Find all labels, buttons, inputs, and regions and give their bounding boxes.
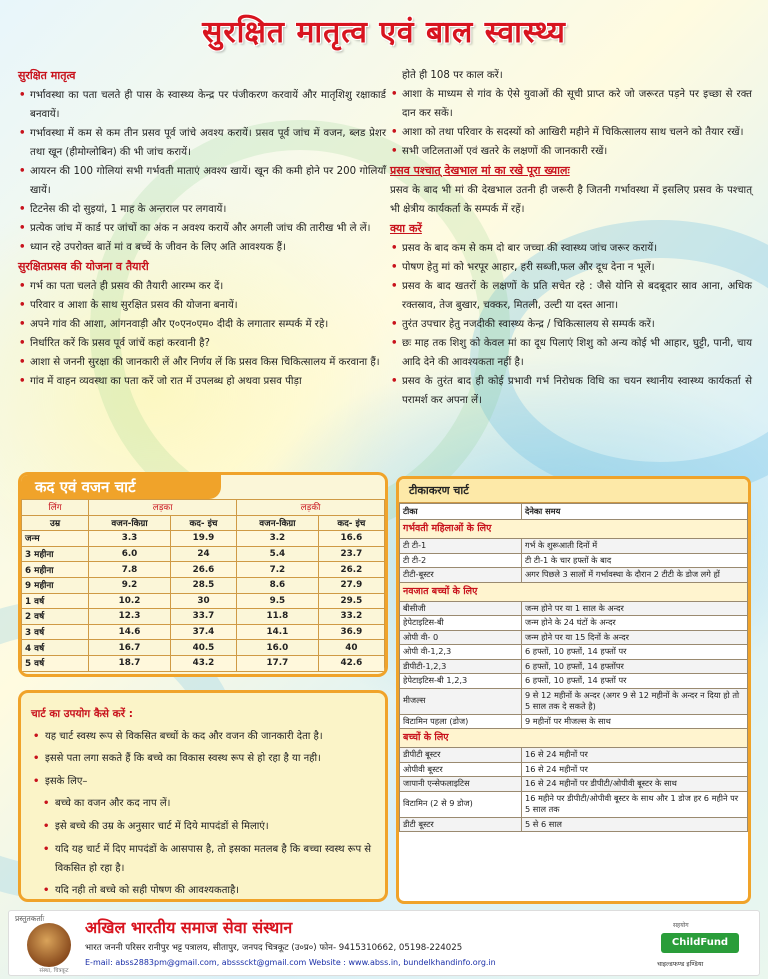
table-row [400, 601, 748, 616]
table-row [22, 624, 385, 640]
table-row [400, 777, 748, 792]
boy-weight-cell: 18.7 [89, 655, 171, 671]
vaccine-cell: डीपीटी-1,2,3 [400, 659, 522, 674]
page-title: सुरक्षित मातृत्व एवं बाल स्वास्थ्य [202, 15, 566, 50]
table-row [400, 645, 748, 660]
vaccine-cell: मीजल्स [400, 688, 522, 714]
height-weight-chart [18, 472, 388, 677]
list-item: • इसे बच्चे की उम्र के अनुसार चार्ट में दिये मापदंडों से मिलाएं। [31, 816, 375, 839]
list-item: • ध्यान रहे उपरोक्त बातें मां व बच्चें के जीवन के लिए अति आवश्यक हैं। [18, 238, 386, 257]
continued-text: होते ही 108 पर काल करें। [402, 70, 503, 81]
footer [8, 910, 760, 976]
chart-title: कद एवं वजन चार्ट [21, 475, 221, 499]
table-row [400, 553, 748, 568]
boy-weight-cell: 12.3 [89, 609, 171, 625]
height-header: कद- इंच [170, 515, 236, 531]
age-cell: 3 वर्ष [22, 624, 89, 640]
schedule-cell: 16 से 24 महीनों पर [522, 762, 748, 777]
vaccine-cell: ओपी वी- 0 [400, 630, 522, 645]
section-heading: नवजात बच्चों के लिए [400, 582, 748, 601]
vaccine-cell: टीटी-बूस्टर [400, 568, 522, 583]
contact-links: E-mail: abss2883pm@gmail.com, absssckt@gmail.com Website : www.abss.in, bundelkhandinfo.org.in [85, 958, 496, 967]
girl-weight-cell: 9.5 [237, 593, 319, 609]
table-row [400, 630, 748, 645]
girl-height-cell: 33.2 [318, 609, 384, 625]
girl-height-cell: 40 [318, 640, 384, 656]
list-item: • टिटनेस की दो सुइयां, 1 माह के अन्तराल पर लगवायें। [18, 200, 386, 219]
list-item: • आशा को तथा परिवार के सदस्यों को आखिरी महीने में चिकित्सालय साथ चलने को तैयार रखें। [390, 123, 752, 142]
schedule-cell: टी टी-1 के चार हफ्तों के बाद [522, 553, 748, 568]
support-caption: चाइल्डफण्ड इण्डिया [657, 960, 704, 968]
table-row [400, 674, 748, 689]
vaccine-cell: हेपेटाइटिस-बी [400, 616, 522, 631]
vaccine-cell: विटामिन पहला (डोज) [400, 714, 522, 729]
age-cell: 5 वर्ष [22, 655, 89, 671]
schedule-cell: 16 महीने पर डीपीटी/ओपीवी बूस्टर के साथ और 1 डोज हर 6 महीने पर 5 साल तक [522, 791, 748, 817]
schedule-cell: जन्म होने के 24 घंटों के अन्दर [522, 616, 748, 631]
list-item: • पोषण हेतु मां को भरपूर आहार, हरी सब्जी,फल और दूध देना न भूलें। [390, 258, 752, 277]
girl-weight-cell: 17.7 [237, 655, 319, 671]
vaccine-cell: डीपीटी बूस्टर [400, 748, 522, 763]
left-column [18, 66, 386, 391]
table-row [400, 568, 748, 583]
list-item: • निर्धारित करें कि प्रसव पूर्व जांचें कहां करवानी है? [18, 334, 386, 353]
height-header: कद- इंच [318, 515, 384, 531]
table-row [400, 616, 748, 631]
section-row [400, 520, 748, 539]
girl-weight-cell: 14.1 [237, 624, 319, 640]
list-item: • इसके लिए– [31, 771, 375, 794]
girl-weight-cell: 3.2 [237, 531, 319, 547]
boy-weight-cell: 7.8 [89, 562, 171, 578]
boy-height-cell: 24 [170, 546, 236, 562]
list-item: • परिवार व आशा के साथ सुरक्षित प्रसव की योजना बनायें। [18, 296, 386, 315]
table-row [22, 531, 385, 547]
table-row [400, 688, 748, 714]
section-heading: क्या करें [390, 222, 422, 235]
schedule-cell: 5 से 6 साल [522, 817, 748, 832]
weight-header: वजन-किग्रा [237, 515, 319, 531]
list-item: • गांव में वाहन व्यवस्था का पता करें जो रात में उपलब्ध हो अथवा प्रसव पीड़ा [18, 372, 386, 391]
girl-height-cell: 29.5 [318, 593, 384, 609]
list-item: • आयरन की 100 गोलियां सभी गर्भवती माताएं अवश्य खायें। खून की कमी होने पर 200 गोलियाँ खायें। [18, 162, 386, 200]
vaccination-chart [396, 476, 751, 904]
age-cell: जन्म [22, 531, 89, 547]
section-heading: बच्चों के लिए [400, 729, 748, 748]
table-row [400, 817, 748, 832]
list-item: • अपने गांव की आशा, आंगनवाड़ी और ए०एन०एम० दीदी के लगातार सम्पर्क में रहे। [18, 315, 386, 334]
schedule-cell: 6 हफ्तों, 10 हफ्तों, 14 हफ्तोंपर [522, 659, 748, 674]
chart-title: टीकाकरण चार्ट [399, 479, 748, 503]
table-header-row [400, 504, 748, 520]
age-header: उम्र [22, 515, 89, 531]
boy-weight-cell: 16.7 [89, 640, 171, 656]
vaccine-cell: हेपेटाइटिस-बी 1,2,3 [400, 674, 522, 689]
section-heading: गर्भवती महिलाओं के लिए [400, 520, 748, 539]
list-item: • प्रसव के बाद खतरों के लक्षणों के प्रति सचेत रहे : जैसे योनि से बदबूदार स्राव आना, अधिक रक्तस्राव, तेज बुखार, चक्कर, मितली, उल्टी या दस्त आना। [390, 277, 752, 315]
girl-height-cell: 42.6 [318, 655, 384, 671]
organization-logo-icon [27, 923, 71, 967]
section-heading: सुरक्षित मातृत्व [18, 69, 76, 82]
schedule-cell: 9 से 12 महीनों के अन्दर (अगर 9 से 12 महीनों के अन्दर न दिया हो तो 5 साल तक दे सकते है) [522, 688, 748, 714]
vaccine-cell: जापानी एन्सेफलाइटिस [400, 777, 522, 792]
list-item: • यदि नही तो बच्चे को सही पोषण की आवश्यकताहै। [31, 880, 375, 903]
address: भारत जननी परिसर रानीपुर भट्ट पत्रालय, सीतापुर, जनपद चित्रकूट (उ०प्र०) फोन- 9415310662, 05198-224025 [85, 943, 463, 953]
schedule-cell: गर्भ के शुरूआती दिनों में [522, 539, 748, 554]
table-row [22, 640, 385, 656]
paragraph: प्रसव के बाद भी मां की देखभाल उतनी ही जरूरी है जितनी गर्भावस्था में इसलिए प्रसव के पश्चात् भी क्षेत्रीय कार्यकर्ता के सम्पर्क में रहें। [390, 185, 752, 215]
boy-weight-cell: 6.0 [89, 546, 171, 562]
list-item: • आशा के माध्यम से गांव के ऐसे युवाओं की सूची प्राप्त करे जो जरूरत पड़ने पर इच्छा से रक्त दान कर सकें। [390, 85, 752, 123]
organization-name: अखिल भारतीय समाज सेवा संस्थान [85, 918, 293, 937]
girl-weight-cell: 7.2 [237, 562, 319, 578]
table-row [22, 593, 385, 609]
schedule-cell: 6 हफ्तों, 10 हफ्तों, 14 हफ्तों पर [522, 674, 748, 689]
age-cell: 1 वर्ष [22, 593, 89, 609]
section-row [400, 729, 748, 748]
schedule-cell: 9 महीनों पर मीजल्स के साथ [522, 714, 748, 729]
girl-height-cell: 16.6 [318, 531, 384, 547]
table-row [22, 655, 385, 671]
list-item: • सभी जटिलताओं एवं खतरे के लक्षणों की जानकारी रखें। [390, 142, 752, 161]
boy-weight-cell: 14.6 [89, 624, 171, 640]
girl-weight-cell: 16.0 [237, 640, 319, 656]
boy-height-cell: 43.2 [170, 655, 236, 671]
table-row [400, 539, 748, 554]
age-cell: 4 वर्ष [22, 640, 89, 656]
list-item: • यह चार्ट स्वस्थ रूप से विकसित बच्चों के कद और वजन की जानकारी देता है। [31, 726, 375, 749]
schedule-cell: अगर पिछले 3 सालों में गर्भावस्था के दौरान 2 टीटी के डोज लगे हों [522, 568, 748, 583]
age-cell: 2 वर्ष [22, 609, 89, 625]
vaccine-cell: टी टी-2 [400, 553, 522, 568]
table-row [22, 609, 385, 625]
table-row [400, 659, 748, 674]
section-heading: सुरक्षितप्रसव की योजना व तैयारी [18, 260, 149, 273]
list-item: • तुरंत उपचार हेतु नजदीकी स्वास्थ्य केन्द्र / चिकित्सालय से सम्पर्क करें। [390, 315, 752, 334]
schedule-cell: जन्म होने पर या 1 साल के अन्दर [522, 601, 748, 616]
table-row [400, 791, 748, 817]
list-item: • प्रसव के बाद कम से कम दो बार जच्चा की स्वास्थ्य जांच जरूर करायें। [390, 239, 752, 258]
vaccine-cell: विटामिन (2 से 9 डोज) [400, 791, 522, 817]
time-header: देनेका समय [522, 504, 748, 520]
table-row [400, 762, 748, 777]
section-row [400, 582, 748, 601]
gender-header: लिंग [22, 500, 89, 516]
right-column [390, 66, 752, 410]
vaccine-cell: टी टी-1 [400, 539, 522, 554]
boy-height-cell: 37.4 [170, 624, 236, 640]
list-item: • गर्भावस्था में कम से कम तीन प्रसव पूर्व जांचे अवश्य करायें। प्रसव पूर्व जांच में वजन, ब्लड प्रेशर तथा खून (हीमोग्लोबिन) की भी जांच करायें। [18, 124, 386, 162]
list-item: • प्रत्येक जांच में कार्ड पर जांचों का अंक न अवश्य करायें और अगली जांच की तारीख भी ले लें। [18, 219, 386, 238]
girl-weight-cell: 11.8 [237, 609, 319, 625]
usage-title: चार्ट का उपयोग कैसे करें : [31, 708, 133, 720]
table-row [22, 562, 385, 578]
boy-height-cell: 33.7 [170, 609, 236, 625]
boy-height-cell: 28.5 [170, 577, 236, 593]
table-row [400, 748, 748, 763]
girl-height-cell: 27.9 [318, 577, 384, 593]
vaccine-cell: बीसीजी [400, 601, 522, 616]
table-row [400, 714, 748, 729]
girl-height-cell: 36.9 [318, 624, 384, 640]
girl-height-cell: 23.7 [318, 546, 384, 562]
section-heading: प्रसव पश्चात् देखभाल मां का रखे पूरा ख्यालः [390, 164, 570, 177]
list-item: • बच्चे का वजन और कद नाप लें। [31, 793, 375, 816]
list-item: • आशा से जननी सुरक्षा की जानकारी लें और निर्णय लें कि प्रसव किस चिकित्सालय में करवाना हैं। [18, 353, 386, 372]
list-item: • इससे पता लगा सकते हैं कि बच्चे का विकास स्वस्थ रूप से हो रहा है या नही। [31, 748, 375, 771]
schedule-cell: 6 हफ्तों, 10 हफ्तों, 14 हफ्तों पर [522, 645, 748, 660]
girl-weight-cell: 8.6 [237, 577, 319, 593]
height-weight-table [21, 499, 385, 672]
list-item: • गर्भ का पता चलते ही प्रसव की तैयारी आरम्भ कर दें। [18, 277, 386, 296]
boy-height-cell: 40.5 [170, 640, 236, 656]
boy-header: लड़का [89, 500, 237, 516]
schedule-cell: 16 से 24 महीनों पर डीपीटी/ओपीवी बूस्टर के साथ [522, 777, 748, 792]
vaccine-cell: ओपी वी-1,2,3 [400, 645, 522, 660]
list-item: • छः माह तक शिशु को केवल मां का दूध पिलाएं शिशु को अन्य कोई भी आहार, घुट्टी, पानी, चाय आदि देने की आवश्यकता नहीं है। [390, 334, 752, 372]
table-header-row [22, 500, 385, 516]
vaccine-header: टीका [400, 504, 522, 520]
childfund-logo: ChildFund [661, 933, 739, 953]
schedule-cell: 16 से 24 महीनों पर [522, 748, 748, 763]
list-item: • यदि यह चार्ट में दिए मापदंडों के आसपास है, तो इसका मतलब है कि बच्चा स्वस्थ रूप से विकसित हो रहा है। [31, 840, 375, 878]
boy-weight-cell: 3.3 [89, 531, 171, 547]
girl-header: लड़की [237, 500, 385, 516]
boy-height-cell: 26.6 [170, 562, 236, 578]
boy-height-cell: 19.9 [170, 531, 236, 547]
age-cell: 3 महीना [22, 546, 89, 562]
vaccine-cell: डीटी बूस्टर [400, 817, 522, 832]
logo-caption: संस्था, चित्रकूट [39, 968, 69, 974]
girl-weight-cell: 5.4 [237, 546, 319, 562]
table-header-row [22, 515, 385, 531]
boy-weight-cell: 9.2 [89, 577, 171, 593]
table-row [22, 546, 385, 562]
support-label: सहयोग [673, 922, 689, 929]
table-row [22, 577, 385, 593]
presented-by-label: प्रस्तुतकर्ताः [15, 914, 45, 923]
age-cell: 6 महीना [22, 562, 89, 578]
list-item: • गर्भावस्था का पता चलते ही पास के स्वास्थ्य केन्द्र पर पंजीकरण करवायें और मातृशिशु रक्षाकार्ड बनवायें। [18, 86, 386, 124]
age-cell: 9 महीना [22, 577, 89, 593]
boy-height-cell: 30 [170, 593, 236, 609]
schedule-cell: जन्म होने पर या 15 दिनों के अन्दर [522, 630, 748, 645]
list-item: • प्रसव के तुरंत बाद ही कोई प्रभावी गर्भ निरोधक विधि का चयन स्थानीय स्वास्थ्य कार्यकर्ता से परामर्श कर अपना लें। [390, 372, 752, 410]
girl-height-cell: 26.2 [318, 562, 384, 578]
vaccine-cell: ओपीवी बूस्टर [400, 762, 522, 777]
weight-header: वजन-किग्रा [89, 515, 171, 531]
vaccination-table [399, 503, 748, 832]
chart-usage-box [18, 690, 388, 902]
boy-weight-cell: 10.2 [89, 593, 171, 609]
